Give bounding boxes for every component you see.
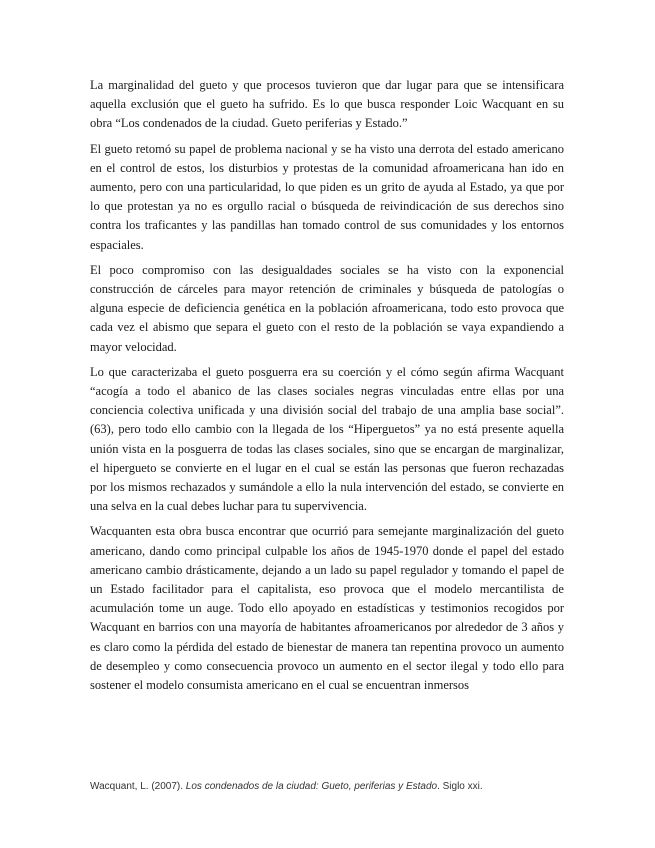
paragraph-2: El gueto retomó su papel de problema nacional y se ha visto una derrota del estado americano en el control de estos, los disturbios y protestas de la comunidad afroamericana han ido en aumento, pero con una particularidad, lo que piden es un grito de ayuda al Estado, ya que por lo que protestan ya no es orgullo racial o búsqueda de reivindicación de sus derechos sino contra los traficantes y las pandillas han tomado control de sus comunidades y los entornos espaciales. [90, 141, 564, 252]
paragraph-4: Lo que caracterizaba el gueto posguerra era su coerción y el cómo según afirma Wacquant “acogía a todo el abanico de las clases sociales negras vinculadas entre ellas por una conciencia colectiva unificada y una división social del trabajo de una amplia base social”. (63), pero todo ello cambio con la llegada de los “Hiperguetos” ya no está presente aquella unión vista en la posguerra de todas las clases sociales, sino que se encargan de marginalizar, el hipergueto se convierte en el lugar en el cual se están las personas que fueron rechazadas por los mismos rechazados y sumándole a ello la nula intervención del estado, se convierte en una selva en la cual debes luchar para tu supervivencia. [90, 364, 564, 514]
document-body [90, 76, 564, 701]
paragraph-5: Wacquanten esta obra busca encontrar que ocurrió para semejante marginalización del gueto americano, dando como principal culpable los años de 1945-1970 donde el papel del estado americano cambio drásticamente, dejando a un lado su papel regulador y tomando el papel de un Estado facilitador para el capitalista, eso provoca que el modelo mercantilista de acumulación tome un auge. Todo ello apoyado en estadísticas y testimonios recogidos por Wacquant en barrios con una mayoría de habitantes afroamericanos por alrededor de 3 años y es claro como la pérdida del estado de bienestar de manera tan repentina provoco un aumento de desempleo y como consecuencia provoco un aumento en el sector ilegal y todo ello para sostener el modelo consumista americano en el cual se encuentran inmersos [90, 524, 564, 693]
reference-title: Los condenados de la ciudad: Gueto, periferias y Estado [185, 781, 438, 792]
reference-publisher: . Siglo xxi. [437, 781, 483, 792]
bibliographic-reference [90, 780, 564, 794]
paragraph-3: El poco compromiso con las desigualdades sociales se ha visto con la exponencial construcción de cárceles para mayor retención de criminales y búsqueda de patologías o alguna especie de deficiencia genética en la población afroamericana, todo esto provoca que cada vez el abismo que separa el gueto con el resto de la población se vaya expandiendo a mayor velocidad. [90, 262, 564, 354]
paragraph-1: La marginalidad del gueto y que procesos tuvieron que dar lugar para que se intensificara aquella exclusión que el gueto ha sufrido. Es lo que busca responder Loic Wacquant en su obra “Los condenados de la ciudad. Gueto periferias y Estado.” [90, 78, 564, 131]
reference-author-year: Wacquant, L. (2007). [90, 781, 186, 792]
